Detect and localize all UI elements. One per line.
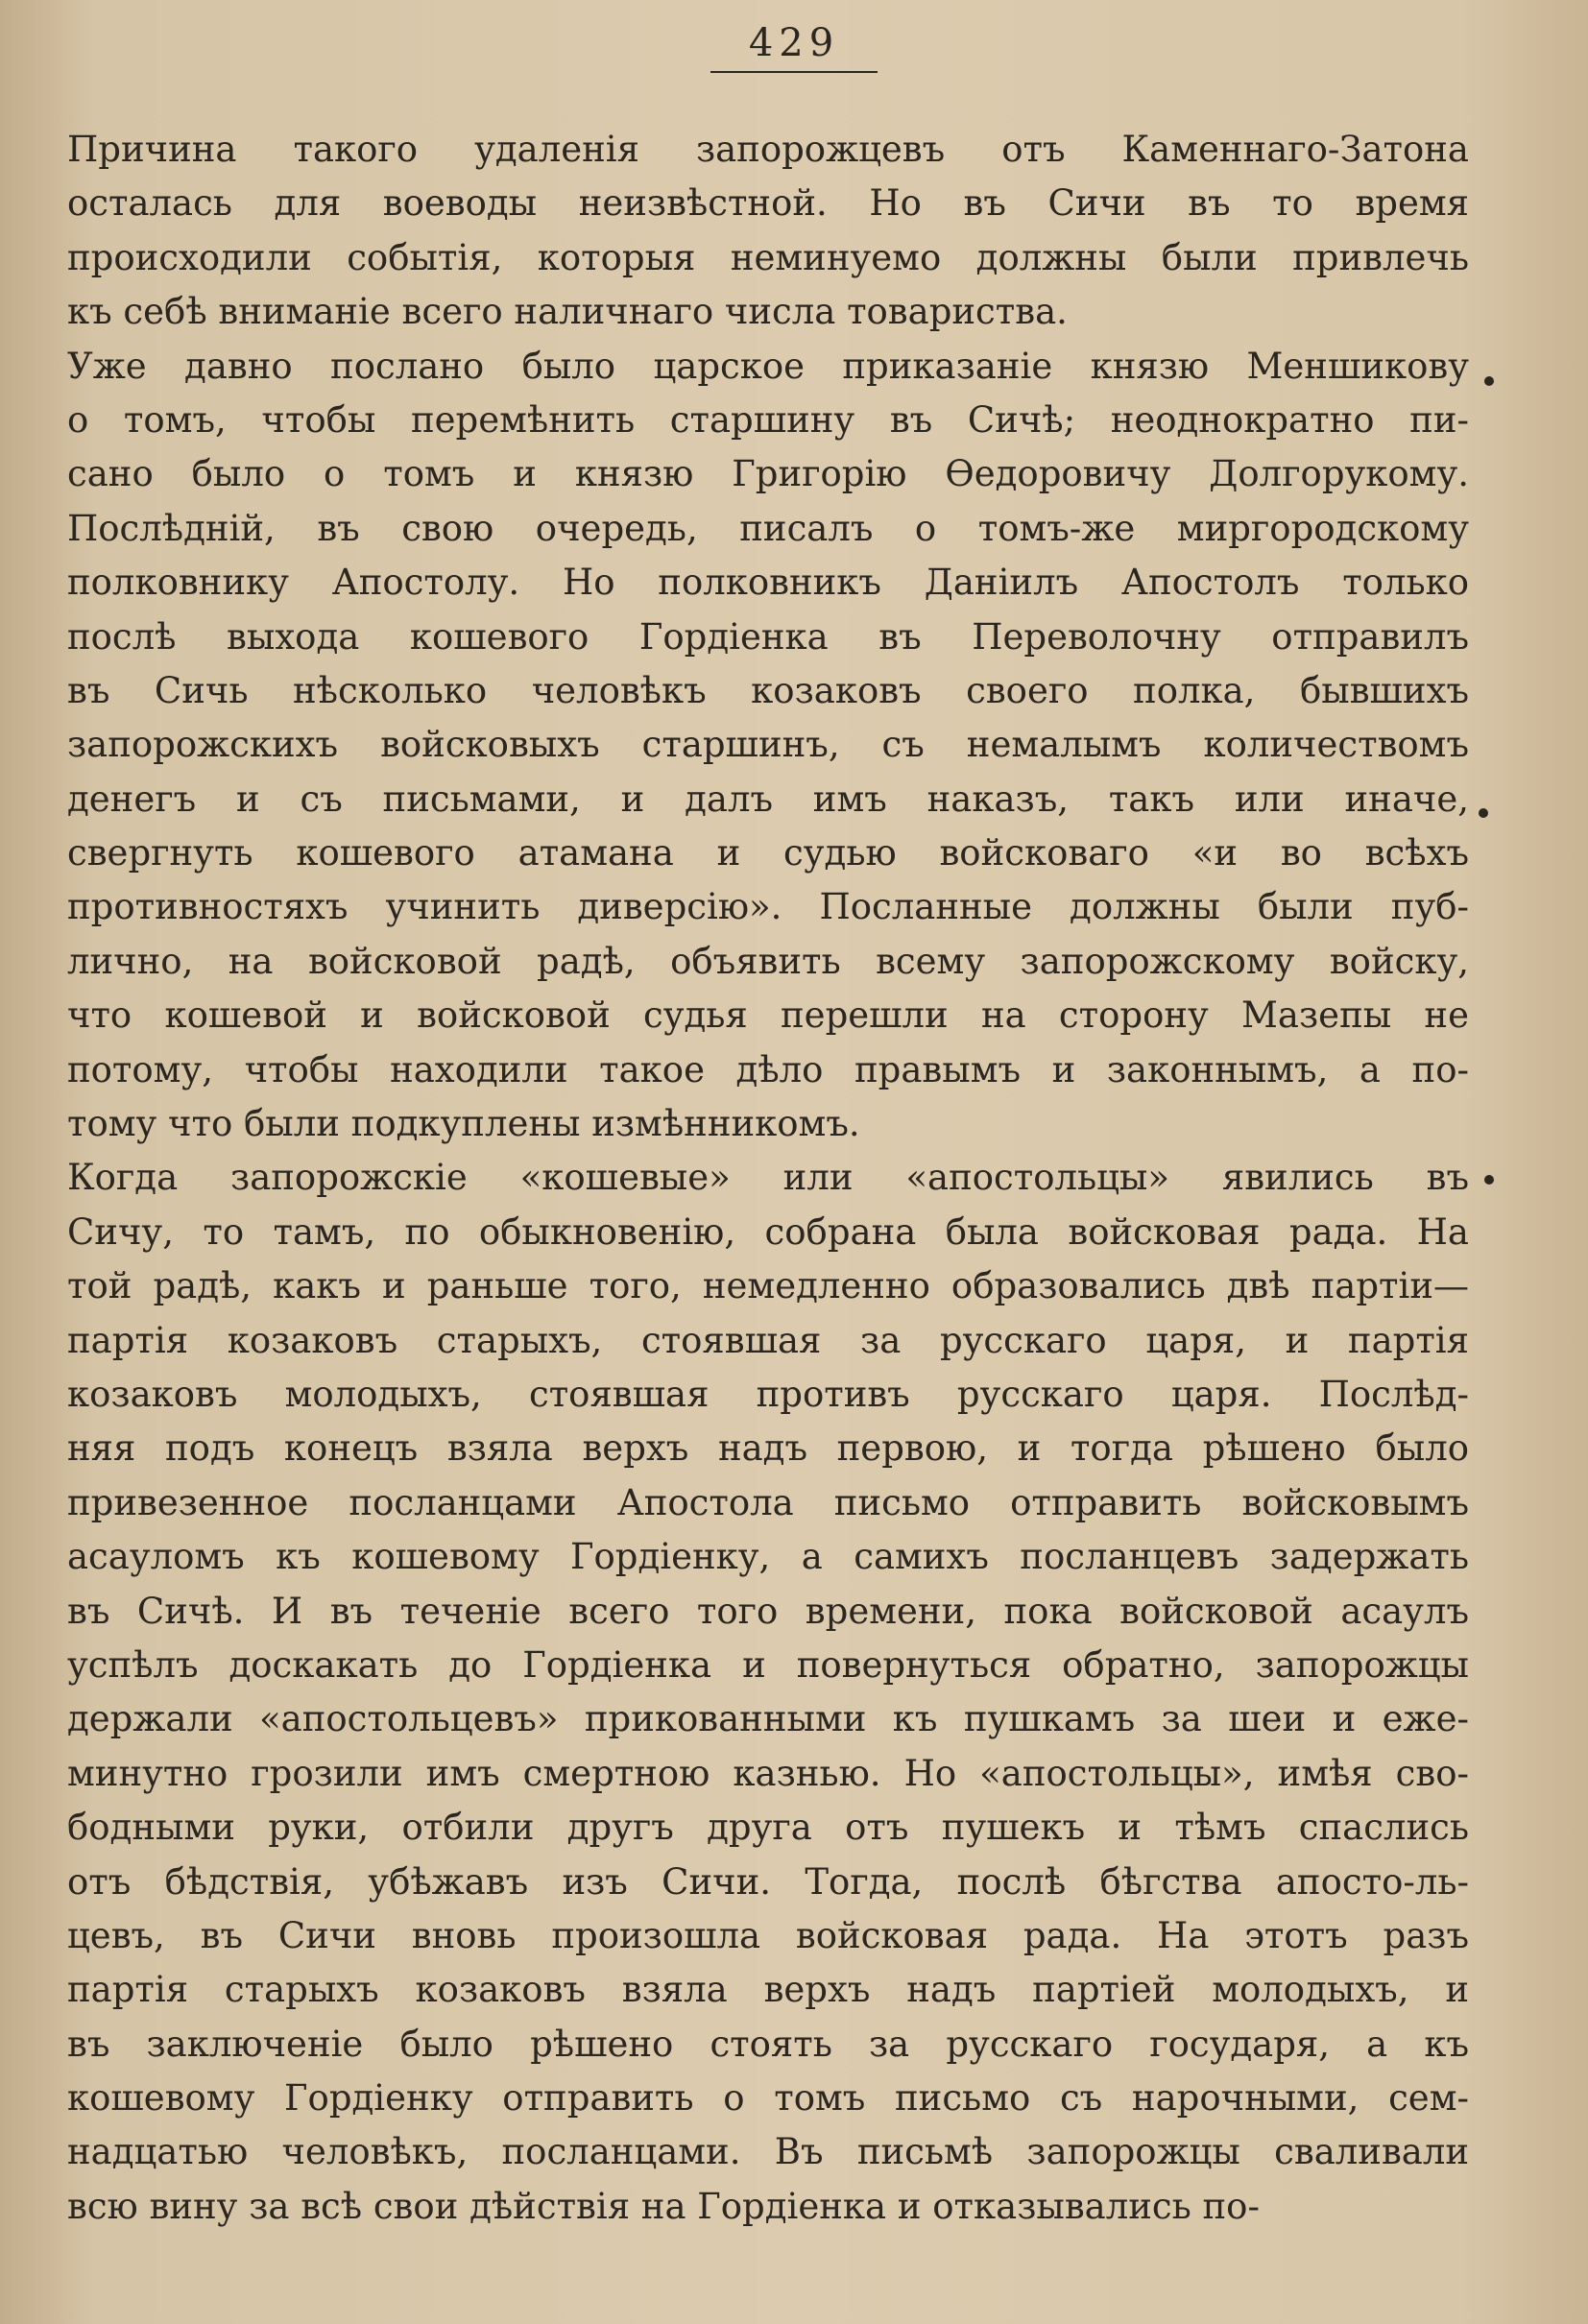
page-number: 429 <box>710 21 878 73</box>
page-header <box>0 21 1588 73</box>
text-line: кошевому Гордіенку отправить о томъ письмо съ нарочными, сем- <box>67 2077 1469 2120</box>
text-line: Сичу, то тамъ, по обыкновенію, собрана была войсковая рада. На <box>67 1210 1469 1253</box>
margin-mark <box>1484 1175 1494 1185</box>
text-line: Уже давно послано было царское приказаніе князю Меншикову <box>67 345 1469 387</box>
text-line: въ Сичь нѣсколько человѣкъ козаковъ своего полка, бывшихъ <box>67 669 1469 711</box>
text-line: партія козаковъ старыхъ, стоявшая за русскаго царя, и партія <box>67 1319 1469 1361</box>
text-line: потому, чтобы находили такое дѣло правымъ и законнымъ, а по- <box>67 1048 1469 1090</box>
text-line: Послѣдній, въ свою очередь, писалъ о томъ-же миргородскому <box>67 507 1469 549</box>
text-line: въ заключеніе было рѣшено стоять за русскаго государя, а къ <box>67 2023 1469 2065</box>
body-text <box>67 123 1469 2234</box>
paragraph <box>67 1151 1469 2234</box>
text-line: успѣлъ доскакать до Гордіенка и повернуться обратно, запорожцы <box>67 1643 1469 1686</box>
paragraph <box>67 123 1469 340</box>
text-line: всю вину за всѣ свои дѣйствія на Гордіенка и отказывались по- <box>67 2185 1260 2227</box>
text-line: асауломъ къ кошевому Гордіенку, а самихъ посланцевъ задержать <box>67 1536 1469 1578</box>
text-line: бодными руки, отбили другъ друга отъ пушекъ и тѣмъ спаслись <box>67 1807 1469 1849</box>
text-line: козаковъ молодыхъ, стоявшая противъ русскаго царя. Послѣд- <box>67 1373 1469 1415</box>
text-line: держали «апостольцевъ» прикованными къ пушкамъ за шеи и еже- <box>67 1698 1469 1740</box>
text-line: денегъ и съ письмами, и далъ имъ наказъ, такъ или иначе, <box>67 778 1469 820</box>
text-line: о томъ, чтобы перемѣнить старшину въ Сичѣ; неоднократно пи- <box>67 398 1469 441</box>
text-line: свергнуть кошевого атамана и судью войсковаго «и во всѣхъ <box>67 832 1469 874</box>
text-line: запорожскихъ войсковыхъ старшинъ, съ немалымъ количествомъ <box>67 724 1469 766</box>
text-line: цевъ, въ Сичи вновь произошла войсковая рада. На этотъ разъ <box>67 1914 1469 1956</box>
text-line: привезенное посланцами Апостола письмо отправить войсковымъ <box>67 1481 1469 1523</box>
text-line: надцатью человѣкъ, посланцами. Въ письмѣ запорожцы сваливали <box>67 2131 1469 2173</box>
text-line: няя подъ конецъ взяла верхъ надъ первою, и тогда рѣшено было <box>67 1427 1469 1470</box>
text-line: происходили событія, которыя неминуемо должны были привлечь <box>67 236 1469 278</box>
margin-mark <box>1479 808 1488 818</box>
text-line: минутно грозили имъ смертною казнью. Но «апостольцы», имѣя сво- <box>67 1752 1469 1794</box>
paragraph <box>67 340 1469 1152</box>
text-line: послѣ выхода кошевого Гордіенка въ Переволочну отправилъ <box>67 615 1469 658</box>
text-line: что кошевой и войсковой судья перешли на сторону Мазепы не <box>67 994 1469 1037</box>
text-line: отъ бѣдствія, убѣжавъ изъ Сичи. Тогда, послѣ бѣгства апосто-ль- <box>67 1860 1469 1903</box>
text-line: партія старыхъ козаковъ взяла верхъ надъ партіей молодыхъ, и <box>67 1969 1469 2011</box>
text-line: осталась для воеводы неизвѣстной. Но въ Сичи въ то время <box>67 182 1469 225</box>
text-line: противностяхъ учинить диверсію». Посланные должны были пуб- <box>67 886 1469 928</box>
text-line: лично, на войсковой радѣ, объявить всему запорожскому войску, <box>67 940 1469 982</box>
text-line: тому что были подкуплены измѣнникомъ. <box>67 1103 860 1145</box>
text-line: Когда запорожскіе «кошевые» или «апостольцы» явились въ <box>67 1157 1469 1199</box>
text-line: въ Сичѣ. И въ теченіе всего того времени, пока войсковой асаулъ <box>67 1590 1469 1632</box>
text-line: полковнику Апостолу. Но полковникъ Даніилъ Апостолъ только <box>67 562 1469 604</box>
text-line: къ себѣ вниманіе всего наличнаго числа товариства. <box>67 291 1068 333</box>
text-line: сано было о томъ и князю Григорію Ѳедоровичу Долгорукому. <box>67 453 1469 495</box>
margin-mark <box>1484 376 1494 386</box>
text-line: Причина такого удаленія запорожцевъ отъ Каменнаго-Затона <box>67 129 1469 170</box>
text-line: той радѣ, какъ и раньше того, немедленно образовались двѣ партіи— <box>67 1265 1469 1307</box>
